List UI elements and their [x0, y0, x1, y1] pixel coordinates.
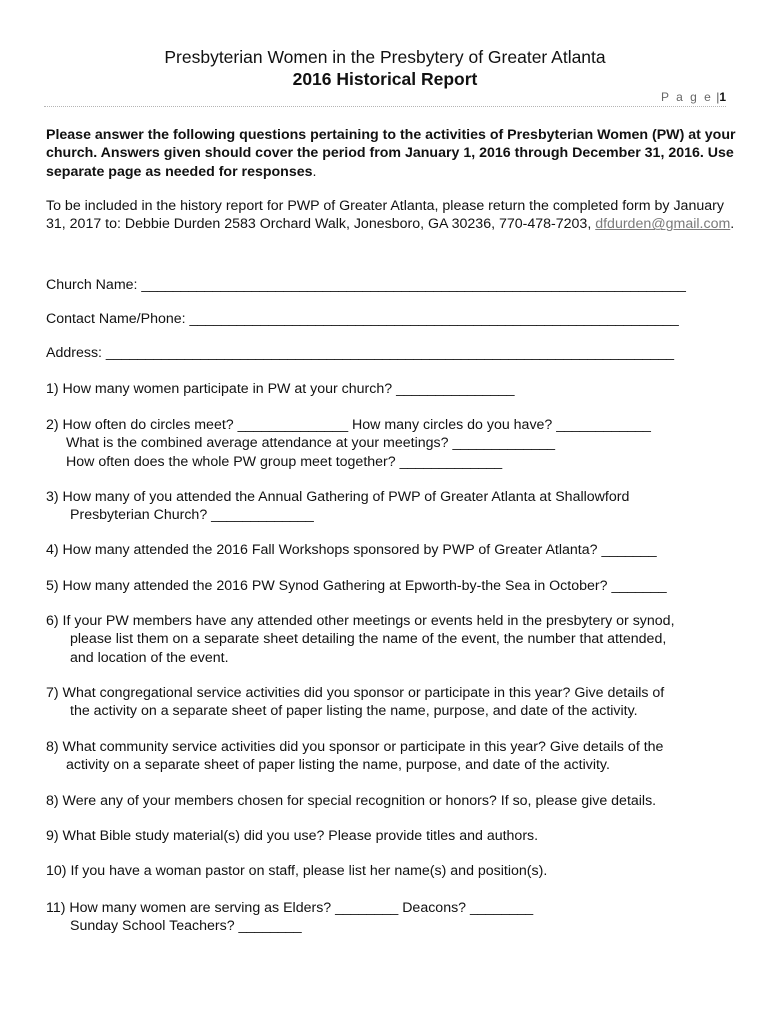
- question-9: 9) What Bible study material(s) did you use? Please provide titles and authors.: [46, 828, 539, 844]
- question-3[interactable]: [46, 488, 629, 525]
- question-7: [46, 684, 664, 721]
- instructions-period: .: [312, 163, 317, 180]
- question-2-line-2: What is the combined average attendance at your meetings? _____________: [66, 435, 556, 452]
- instructions: [46, 126, 736, 181]
- question-11[interactable]: [46, 899, 533, 936]
- question-2[interactable]: [46, 416, 651, 471]
- question-2-line-3: How often does the whole PW group meet together? _____________: [66, 453, 503, 470]
- page-label: P a g e: [661, 90, 713, 104]
- question-10: 10) If you have a woman pastor on staff, please list her name(s) and position(s).: [46, 863, 548, 879]
- return-info-text: To be included in the history report for PWP of Greater Atlanta, please return the completed form by January 31, 2017 to: Debbie Durden 2583 Orchard Walk, Jonesboro, GA 30236, 770-478-7203,: [46, 198, 724, 233]
- question-8b: 8) Were any of your members chosen for special recognition or honors? If so, please give details.: [46, 793, 657, 809]
- question-6: [46, 612, 675, 667]
- question-11-line-1: 11) How many women are serving as Elders? ________ Deacons? ________: [46, 900, 534, 916]
- question-8a-line-1: 8) What community service activities did you sponsor or participate in this year? Give details of the: [46, 739, 664, 755]
- question-6-line-2: please list them on a separate sheet detailing the name of the event, the number that attended,: [70, 631, 667, 648]
- question-3-line-2: Presbyterian Church? _____________: [70, 507, 314, 524]
- email-link[interactable]: dfdurden@gmail.com: [595, 216, 731, 233]
- question-11-line-2: Sunday School Teachers? ________: [70, 918, 302, 935]
- instructions-text: Please answer the following questions pertaining to the activities of Presbyterian Women (PW) at your church. Answers given should cover the period from January 1, 2016 through December 31, 2016. Use separate page as needed for responses: [46, 127, 736, 180]
- address-field[interactable]: Address: ________________________________________________________________________: [46, 345, 675, 361]
- question-7-line-1: 7) What congregational service activities did you sponsor or participate in this year? Give details of: [46, 685, 665, 701]
- question-8a-line-2: activity on a separate sheet of paper listing the name, purpose, and date of the activity.: [66, 757, 610, 774]
- question-5[interactable]: 5) How many attended the 2016 PW Synod Gathering at Epworth-by-the Sea in October? _______: [46, 578, 667, 594]
- page-separator: |: [716, 90, 720, 104]
- church-name-field[interactable]: Church Name: _____________________________________________________________________: [46, 277, 686, 293]
- question-6-line-1: 6) If your PW members have any attended other meetings or events held in the presbytery or synod,: [46, 613, 675, 629]
- question-7-line-2: the activity on a separate sheet of paper listing the name, purpose, and date of the activity.: [70, 703, 638, 720]
- question-3-line-1: 3) How many of you attended the Annual Gathering of PWP of Greater Atlanta at Shallowford: [46, 489, 630, 505]
- page-number-value: 1: [719, 90, 726, 104]
- return-info: [46, 197, 736, 234]
- page-number: [661, 90, 726, 104]
- question-8a: [46, 738, 663, 775]
- question-4[interactable]: 4) How many attended the 2016 Fall Workshops sponsored by PWP of Greater Atlanta? _______: [46, 542, 657, 558]
- org-title: Presbyterian Women in the Presbytery of Greater Atlanta: [164, 47, 606, 67]
- question-6-line-3: and location of the event.: [70, 649, 229, 666]
- report-title: 2016 Historical Report: [292, 69, 478, 89]
- contact-name-field[interactable]: Contact Name/Phone: ______________________________________________________________: [46, 311, 679, 327]
- header-divider: [44, 106, 726, 107]
- question-2-line-1: 2) How often do circles meet? ______________ How many circles do you have? ____________: [46, 417, 651, 433]
- return-info-period: .: [730, 216, 735, 233]
- question-1[interactable]: 1) How many women participate in PW at your church? _______________: [46, 381, 515, 397]
